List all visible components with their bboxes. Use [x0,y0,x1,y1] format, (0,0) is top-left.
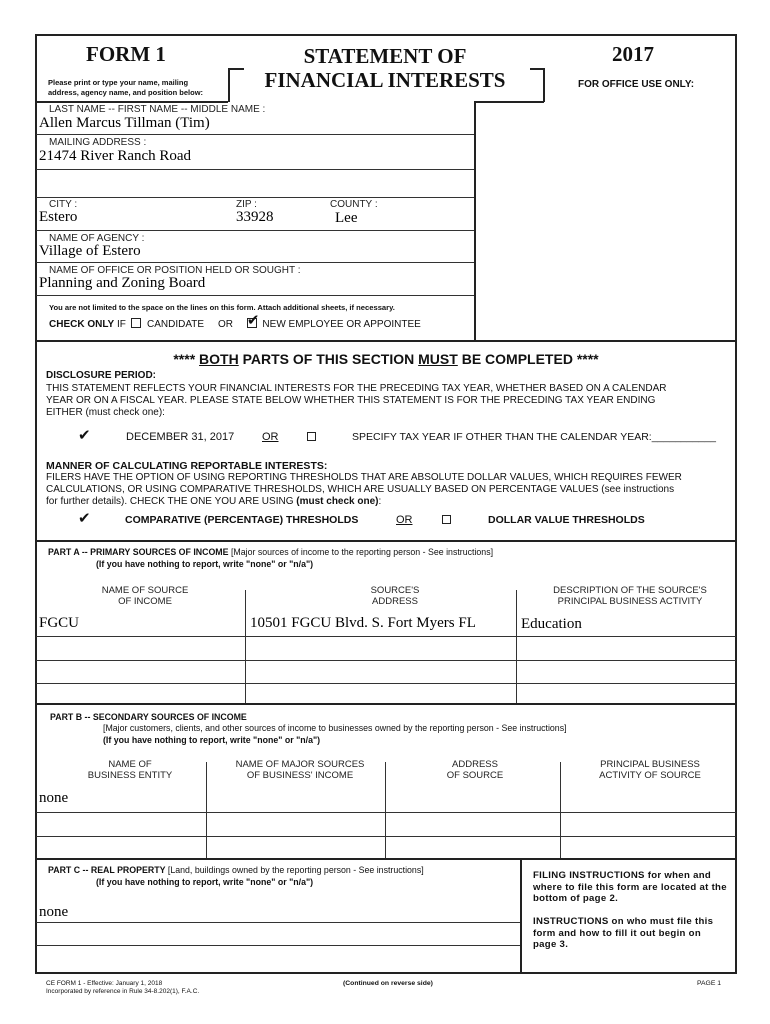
office-use-label: FOR OFFICE USE ONLY: [578,79,695,90]
calendar-year-label: DECEMBER 31, 2017 [126,431,235,443]
mailing-address-line2[interactable] [36,170,474,196]
part-b-col-address: ADDRESS OF SOURCE [446,759,504,781]
or-text: OR [262,431,279,443]
office-field[interactable]: Planning and Zoning Board [39,275,206,291]
part-b-row-2[interactable] [36,813,736,835]
manner-text: FILERS HAVE THE OPTION OF USING REPORTING THRESHOLDS THAT ARE ABSOLUTE DOLLAR VALUES, WHICH REQUIRES FEWER CALCULATIONS, OR USING COMPARATIVE THRESHOLDS, WHICH ARE USUALLY BASED ON PERCENTAGE VALUES (see instructions for further details). CHECK THE ONE YOU ARE USING (must check one): [46,472,682,507]
part-a-subtitle: (If you have nothing to report, write "none" or "n/a") [96,559,314,569]
part-c-row-2[interactable] [36,923,520,945]
candidate-checkbox[interactable] [131,318,141,328]
county-field[interactable]: Lee [335,210,358,226]
part-a-row-1-activity[interactable]: Education [521,616,582,632]
part-a-row-1-source[interactable]: FGCU [39,615,80,631]
filing-instructions: FILING INSTRUCTIONS for when and where to file this form are located at the bottom of page 2. [533,870,727,904]
city-label: CITY : [49,199,78,210]
zip-field[interactable]: 33928 [236,209,274,225]
check-mark-icon: ✔ [78,510,91,527]
space-note: You are not limited to the space on the lines on this form. Attach additional sheets, if necessary. [49,303,395,312]
mailing-address-field[interactable]: 21474 River Ranch Road [39,148,192,164]
part-a-col-source: NAME OF SOURCE OF INCOME [101,585,189,607]
check-mark-icon: ✔ [78,427,91,444]
dollar-value-checkbox[interactable] [442,515,451,524]
continued-note: (Continued on reverse side) [343,980,433,987]
part-b-title: PART B -- SECONDARY SOURCES OF INCOME [50,712,247,722]
dollar-value-label: DOLLAR VALUE THRESHOLDS [488,514,645,526]
part-b-subtitle: (If you have nothing to report, write "none" or "n/a") [103,735,321,745]
office-label: NAME OF OFFICE OR POSITION HELD OR SOUGHT : [49,265,301,276]
city-field[interactable]: Estero [39,209,78,225]
agency-label: NAME OF AGENCY : [49,233,145,244]
header-instructions: Please print or type your name, mailing address, agency name, and position below: [48,78,204,97]
candidate-check-row: CHECK ONLY IF CANDIDATE OR ✔ NEW EMPLOYEE OR APPOINTEE [49,312,421,330]
part-a-row-4[interactable] [36,684,736,703]
fiscal-year-checkbox[interactable] [307,432,316,441]
part-a-col-address: SOURCE'S ADDRESS [370,585,420,607]
county-label: COUNTY : [330,199,378,210]
fiscal-year-label: SPECIFY TAX YEAR IF OTHER THAN THE CALENDAR YEAR:___________ [352,431,716,443]
part-c-title: PART C -- REAL PROPERTY [Land, buildings owned by the reporting person - See instructions] [48,865,424,875]
part-c-row-1[interactable]: none [39,904,69,920]
part-b-col-activity: PRINCIPAL BUSINESS ACTIVITY OF SOURCE [599,759,701,781]
name-label: LAST NAME -- FIRST NAME -- MIDDLE NAME : [49,104,266,115]
part-a-row-2[interactable] [36,637,736,659]
part-b-col-sources: NAME OF MAJOR SOURCES OF BUSINESS' INCOME [235,759,365,781]
part-a-col-activity: DESCRIPTION OF THE SOURCE'S PRINCIPAL BUSINESS ACTIVITY [553,585,707,607]
part-b-col-entity: NAME OF BUSINESS ENTITY [87,759,173,781]
page-number: PAGE 1 [697,980,722,987]
page-title: STATEMENT OF FINANCIAL INTERESTS [264,44,506,92]
disclosure-text: THIS STATEMENT REFLECTS YOUR FINANCIAL INTERESTS FOR THE PRECEDING TAX YEAR, WHETHER BASED ON A CALENDAR YEAR OR ON A FISCAL YEAR. PLEASE STATE BELOW WHETHER THIS STATEMENT IS FOR THE PRECEDING TAX YEAR ENDING EITHER (must check one): [46,383,667,418]
calendar-year-checkbox[interactable] [78,426,91,444]
footer-form-id: CE FORM 1 - Effective: January 1, 2018 Incorporated by reference in Rule 34-8.202(1), F.A.C. [46,980,200,995]
part-a-title: PART A -- PRIMARY SOURCES OF INCOME [Major sources of income to the reporting person - See instructions] [48,547,494,557]
comparative-label: COMPARATIVE (PERCENTAGE) THRESHOLDS [125,514,359,526]
disclosure-title: DISCLOSURE PERIOD: [46,370,157,381]
agency-field[interactable]: Village of Estero [39,243,141,259]
who-must-file-instructions: INSTRUCTIONS on who must file this form and how to fill it out begin on page 3. [533,916,714,950]
check-mark-icon: ✔ [246,312,260,329]
form-year: 2017 [612,42,654,66]
mailing-address-label: MAILING ADDRESS : [49,137,147,148]
part-b-description: [Major customers, clients, and other sources of income to businesses owned by the reporting person - See instructions] [103,723,567,733]
comparative-checkbox[interactable] [78,509,91,527]
or-text-2: OR [396,514,413,526]
part-a-row-3[interactable] [36,661,736,682]
zip-label: ZIP : [236,199,257,210]
new-employee-checkbox[interactable] [246,312,260,329]
part-b-row-3[interactable] [36,837,736,858]
form-number: FORM 1 [86,42,166,66]
part-a-row-1-address[interactable]: 10501 FGCU Blvd. S. Fort Myers FL [250,615,476,631]
section-heading: **** BOTH PARTS OF THIS SECTION MUST BE COMPLETED **** [173,351,599,367]
manner-title: MANNER OF CALCULATING REPORTABLE INTERESTS: [46,460,328,472]
part-c-subtitle: (If you have nothing to report, write "none" or "n/a") [96,877,314,887]
part-b-row-1-entity[interactable]: none [39,790,69,806]
name-field[interactable]: Allen Marcus Tillman (Tim) [39,115,210,131]
